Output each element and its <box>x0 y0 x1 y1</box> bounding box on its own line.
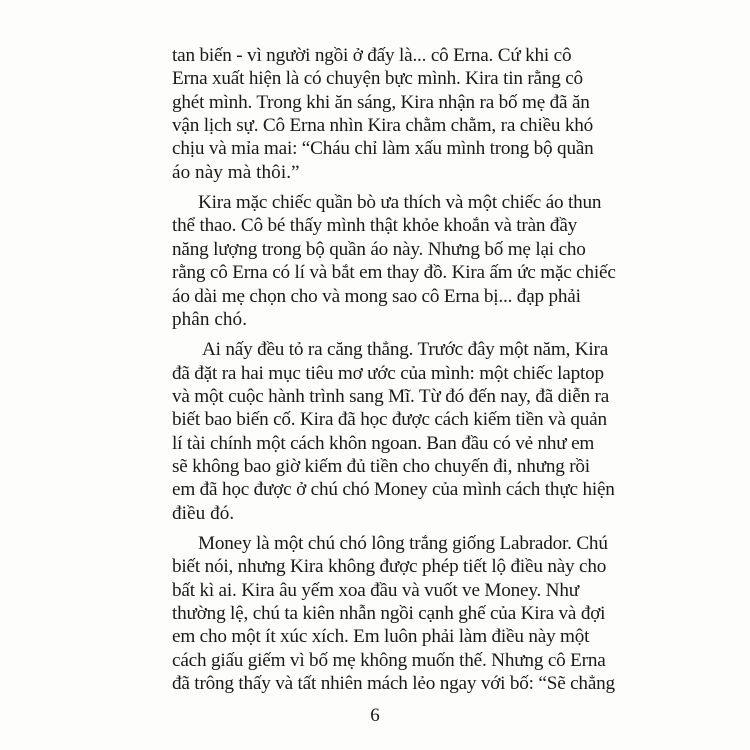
text-line: Money là một chú chó lông trắng giống Labrador. Chú <box>198 532 608 554</box>
text-line: Erna xuất hiện là có chuyện bực mình. Kira tin rằng cô <box>172 68 583 90</box>
text-line: đã đặt ra hai mục tiêu mơ ước của mình: một chiếc laptop <box>172 362 604 384</box>
text-line: cách giấu giếm vì bố mẹ không muốn thế. Nhưng cô Erna <box>172 649 606 671</box>
text-line: biết nói, nhưng Kira không được phép tiết lộ điều này cho <box>172 556 607 578</box>
text-line: sẽ không bao giờ kiếm đủ tiền cho chuyến đi, nhưng rồi <box>172 455 590 477</box>
text-line: bất kì ai. Kira âu yếm xoa đầu và vuốt ve Money. Như <box>172 579 579 601</box>
text-line: Ai nấy đều tỏ ra căng thẳng. Trước đây một năm, Kira <box>202 339 609 361</box>
text-line: năng lượng trong bộ quần áo này. Nhưng bố mẹ lại cho <box>172 238 586 260</box>
text-line: vận lịch sự. Cô Erna nhìn Kira chằm chằm, ra chiều khó <box>172 115 594 136</box>
text-line: điều đó. <box>172 502 235 524</box>
text-line: đã trông thấy và tất nhiên mách lẻo ngay với bố: “Sẽ chẳng <box>172 673 615 694</box>
text-line: áo này mà thôi.” <box>172 161 300 183</box>
text-line: áo dài mẹ chọn cho và mong sao cô Erna bị... đạp phải <box>172 285 581 307</box>
text-line: thể thao. Cô bé thấy mình thật khỏe khoắn và tràn đầy <box>172 215 578 237</box>
text-line: Kira mặc chiếc quần bò ưa thích và một chiếc áo thun <box>198 192 602 214</box>
text-line: em đã học được ở chú chó Money của mình cách thực hiện <box>172 479 615 501</box>
text-line: lí tài chính một cách khôn ngoan. Ban đầu có vẻ như em <box>172 432 595 454</box>
text-line: và một cuộc hành trình sang Mĩ. Từ đó đến nay, đã diễn ra <box>172 385 610 407</box>
text-line: rằng cô Erna có lí và bắt em thay đồ. Kira ấm ức mặc chiếc <box>172 262 616 284</box>
text-line: biết bao biến cố. Kira đã học được cách kiếm tiền và quản <box>172 409 607 431</box>
text-line: tan biến - vì người ngồi ở đấy là... cô Erna. Cứ khi cô <box>172 45 572 66</box>
text-line: ghét mình. Trong khi ăn sáng, Kira nhận ra bố mẹ đã ăn <box>172 91 590 113</box>
page-number: 6 <box>370 705 380 726</box>
text-line: thường lệ, chú ta kiên nhẫn ngồi cạnh ghế của Kira và đợi <box>172 603 606 624</box>
text-line: chịu và mỉa mai: “Cháu chỉ làm xấu mình trong bộ quần <box>172 138 594 160</box>
text-line: em cho một ít xúc xích. Em luôn phải làm điều này một <box>172 626 590 648</box>
text-line: phân chó. <box>172 308 248 330</box>
